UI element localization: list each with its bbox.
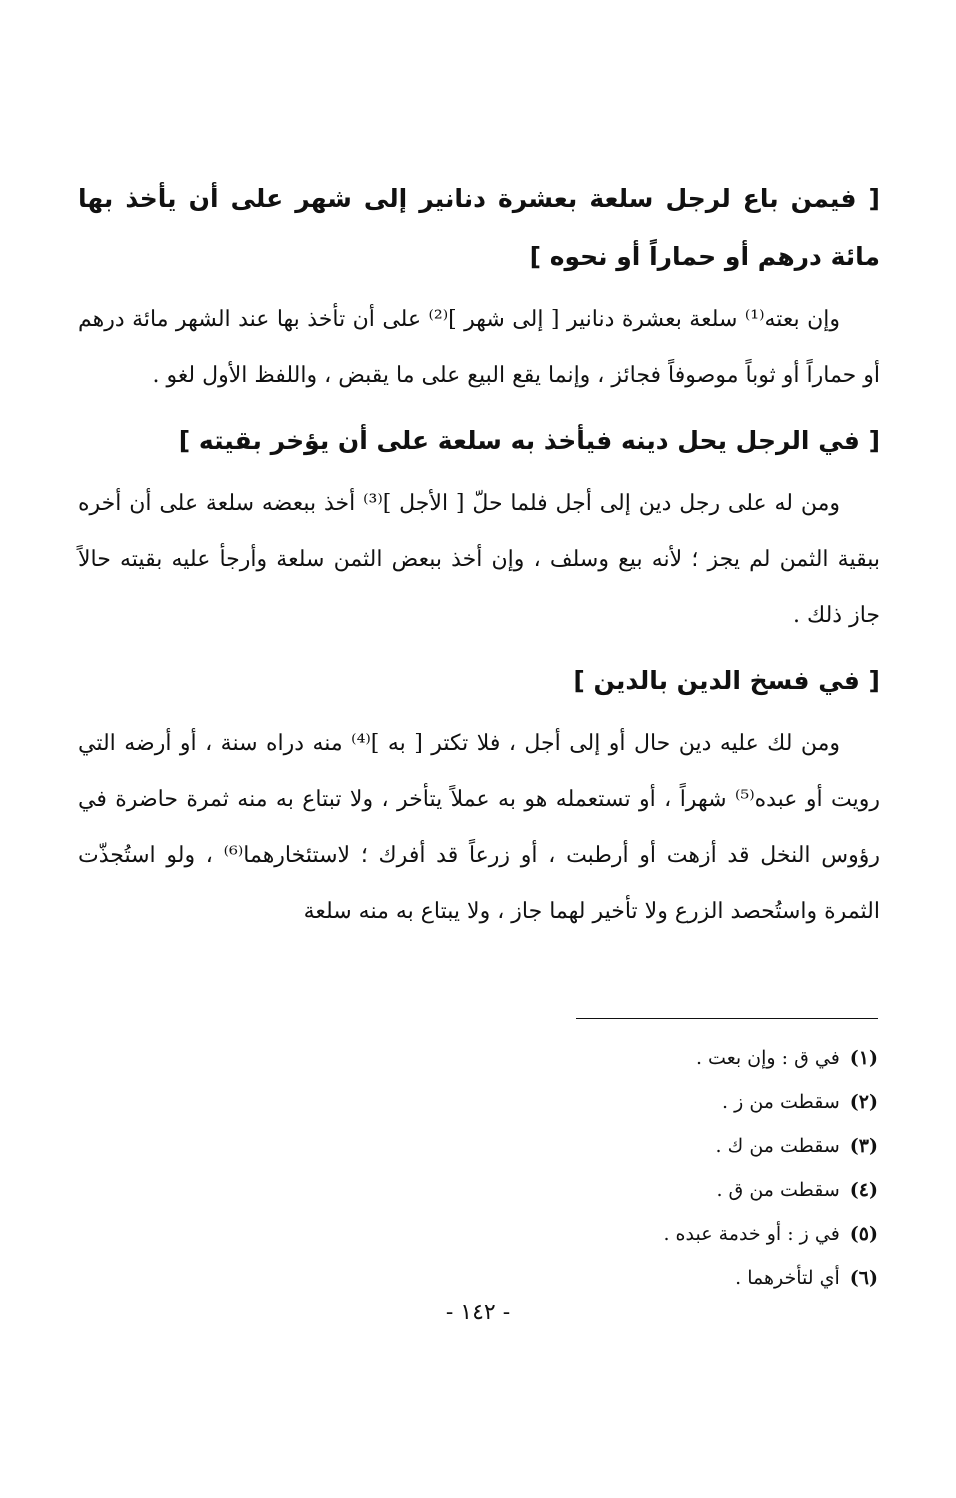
footnote-number: (٦) [849, 1267, 878, 1289]
page-number: - ١٤٢ - [445, 1300, 511, 1325]
footnote-text: سقطت من ق . [716, 1179, 840, 1201]
paragraph-sale-for-dinars: وإن بعته⁽¹⁾ سلعة بعشرة دنانير [ إلى شهر ]⁽²⁾ على أن تأخذ بها عند الشهر مائة درهم أو حماراً أو ثوباً موصوفاً فجائز ، وإنما يقع البيع على ما يقبض ، واللفظ الأول لغو . [78, 307, 880, 388]
section-heading-debt-due: [ في الرجل يحل دينه فيأخذ به سلعة على أن يؤخر بقيته ] [178, 426, 880, 455]
footnote-number: (٢) [849, 1091, 878, 1113]
footnote-item [358, 1168, 878, 1212]
footnote-number: (٥) [849, 1223, 878, 1245]
footnote-divider [576, 1018, 878, 1019]
paragraph-debt-rescission: ومن لك عليه دين حال أو إلى أجل ، فلا تكتر [ به ]⁽⁴⁾ منه دراه سنة ، أو أرضه التي رويت أو عبده⁽⁵⁾ شهراً ، أو تستعمله هو به عملاً يتأخر ، ولا تبتاع به منه ثمرة حاضرة في رؤوس النخل قد أزهت أو أرطبت ، أو زرعاً قد أفرك ؛ لاستئخارهما⁽⁶⁾ ، ولو استُجذّت الثمرة واستُحصد الزرع ولا تأخير لهما جاز ، ولا يبتاع به منه سلعة [78, 731, 881, 924]
footnote-text: أي لتأخرهما . [735, 1267, 840, 1289]
footnote-item [358, 1256, 878, 1300]
section-heading-sale-for-dinars: [ فيمن باع لرجل سلعة بعشرة دنانير إلى شهر على أن يأخذ بها مائة درهم أو حماراً أو نحوه ] [78, 184, 880, 271]
footnote-item [358, 1080, 878, 1124]
footnote-text: في ز : أو خدمة عبده . [663, 1223, 840, 1245]
footnote-text: سقطت من ك . [715, 1135, 840, 1157]
footnote-number: (٣) [849, 1135, 878, 1157]
footnote-number: (٤) [849, 1179, 878, 1201]
footnote-item [358, 1036, 878, 1080]
footnote-item [358, 1124, 878, 1168]
page-body [78, 160, 880, 948]
footnote-number: (١) [849, 1047, 878, 1069]
footnote-item [358, 1212, 878, 1256]
paragraph-debt-due: ومن له على رجل دين إلى أجل فلما حلّ [ الأجل ]⁽³⁾ أخذ ببعضه سلعة على أن أخره ببقية الثمن لم يجز ؛ لأنه بيع وسلف ، وإن أخذ ببعض الثمن سلعة وأرجأ عليه بقيته حالاً جاز ذلك . [78, 491, 880, 628]
footnote-text: سقطت من ز . [722, 1091, 840, 1113]
section-heading-debt-rescission: [ في فسخ الدين بالدين ] [573, 666, 880, 695]
footnote-text: في ق : وإن بعت . [695, 1047, 840, 1069]
footnotes-list [358, 1036, 878, 1300]
